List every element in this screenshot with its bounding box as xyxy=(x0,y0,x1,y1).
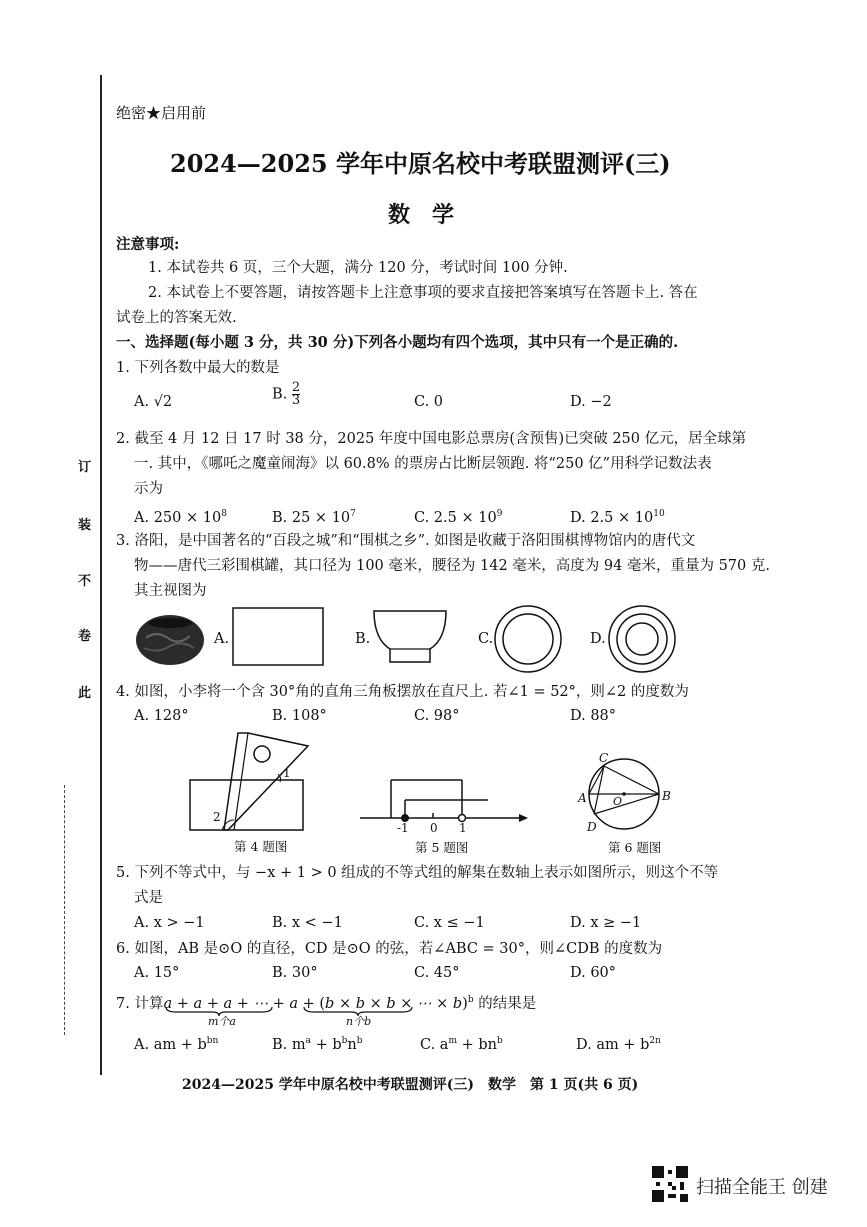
q2-line-3: 示为 xyxy=(134,481,163,497)
q7-sum-under: m个a xyxy=(208,1015,236,1028)
q7-product: b × b × b × ⋯ × b xyxy=(325,995,463,1012)
section-1-heading: 一、选择题(每小题 3 分，共 30 分)下列各小题均有四个选项，其中只有一个是正确的. xyxy=(116,334,679,351)
q1-option-a: A. √2 xyxy=(134,394,173,410)
fig6-label-b: B xyxy=(662,789,671,803)
q4-option-d: D. 88° xyxy=(570,708,617,724)
q2-d-text: D. 2.5 × 10 xyxy=(570,509,654,526)
scanner-watermark: 扫描全能王 创建 xyxy=(696,1177,828,1198)
fig4-label-2: 2 xyxy=(213,810,221,824)
q7-option-d xyxy=(576,1032,661,1054)
exam-title: 2024—2025 学年中原名校中考联盟测评(三) xyxy=(170,149,671,178)
fig5-tick-0: 0 xyxy=(430,821,438,835)
confidential-label: 绝密★启用前 xyxy=(116,104,207,122)
q7-option-c xyxy=(420,1032,503,1054)
q6-option-a: A. 15° xyxy=(134,965,180,981)
q2-line-1: 2. 截至 4 月 12 日 17 时 38 分，2025 年度中国电影总票房(含预售)已突破 250 亿元，居全球第 xyxy=(116,431,747,447)
q7-c-text: C. a xyxy=(420,1036,449,1053)
q4-stem: 4. 如图，小李将一个含 30°角的直角三角板摆放在直尺上. 若∠1 = 52°，则∠2 的度数为 xyxy=(116,684,689,700)
fig5-caption: 第 5 题图 xyxy=(415,840,469,855)
q7-b-text: B. m xyxy=(272,1036,306,1053)
q7-b-mid: + b xyxy=(311,1036,342,1053)
fig4-ruler-triangle xyxy=(186,730,311,835)
q3-option-d: D. xyxy=(590,631,606,647)
q1-fraction-num: 2 xyxy=(291,380,301,395)
side-glyph-5: 此 xyxy=(78,686,92,701)
q2-option-a xyxy=(134,505,227,527)
q7-c-exp2: b xyxy=(497,1036,503,1046)
q7-b-end: n xyxy=(347,1036,357,1053)
fig5-tick-1: 1 xyxy=(459,821,467,835)
subject-title: 数 学 xyxy=(388,202,455,228)
q7-stem-pre: 7. 计算 xyxy=(116,995,164,1012)
q1-option-c: C. 0 xyxy=(414,394,444,410)
side-glyph-1: 订 xyxy=(78,460,92,475)
q7-c-mid: + bn xyxy=(457,1036,497,1053)
q2-option-c xyxy=(414,505,502,527)
q3-two-circles-view xyxy=(492,603,564,675)
q2-option-d xyxy=(570,505,665,527)
q2-a-exp: 8 xyxy=(221,509,227,519)
q7-option-b xyxy=(272,1032,363,1054)
q2-option-b xyxy=(272,505,356,527)
note-2: 2. 本试卷上不要答题，请按答题卡上注意事项的要求直接把答案填写在答题卡上. 答在 xyxy=(148,285,698,301)
q6-option-b: B. 30° xyxy=(272,965,318,981)
q1-fraction xyxy=(292,382,300,407)
q4-option-c: C. 98° xyxy=(414,708,460,724)
page-footer: 2024—2025 学年中原名校中考联盟测评(三) 数学 第 1 页(共 6 页) xyxy=(182,1077,639,1093)
q7-b-exp1: a xyxy=(305,1036,311,1046)
q7-close: ) xyxy=(462,995,468,1012)
q7-stem-post: 的结果是 xyxy=(473,995,537,1012)
q1-fraction-den: 3 xyxy=(291,393,301,408)
q6-option-d: D. 60° xyxy=(570,965,617,981)
q6-stem: 6. 如图，AB 是⊙O 的直径，CD 是⊙O 的弦，若∠ABC = 30°，则∠CDB 的度数为 xyxy=(116,941,663,957)
q1-option-d: D. −2 xyxy=(570,394,612,410)
q5-line-1: 5. 下列不等式中，与 −x + 1 > 0 组成的不等式组的解集在数轴上表示如图所示，则这个不等 xyxy=(116,865,719,881)
q5-option-d: D. x ≥ −1 xyxy=(570,915,642,931)
q2-d-exp: 10 xyxy=(653,509,665,519)
q7-b-exp3: b xyxy=(356,1036,363,1046)
q1-stem: 1. 下列各数中最大的数是 xyxy=(116,360,280,376)
q7-a-exp: bn xyxy=(206,1036,219,1046)
q3-three-circles-view xyxy=(606,603,678,675)
q7-plus: + ( xyxy=(298,995,326,1012)
q7-c-exp1: m xyxy=(448,1036,457,1046)
q1-option-b-label: B. xyxy=(272,386,288,403)
q3-bowl-view xyxy=(372,609,448,665)
qr-code-icon xyxy=(652,1166,688,1202)
q7-product-under: n个b xyxy=(346,1015,372,1028)
q7-b-exp2: b xyxy=(341,1036,348,1046)
q2-line-2: 一. 其中，《哪吒之魔童闹海》以 60.8% 的票房占比断层领跑. 将“250 亿”用科学记数法表 xyxy=(134,456,712,472)
q5-option-c: C. x ≤ −1 xyxy=(414,915,485,931)
q7-d-text: D. am + b xyxy=(576,1036,650,1053)
q7-option-a xyxy=(134,1032,218,1054)
q3-rect-view xyxy=(232,607,324,667)
binding-line xyxy=(100,75,102,1075)
fig6-caption: 第 6 题图 xyxy=(608,840,662,855)
note-1: 1. 本试卷共 6 页，三个大题，满分 120 分，考试时间 100 分钟. xyxy=(148,260,568,276)
q7-a-text: A. am + b xyxy=(134,1036,207,1053)
fig6-label-a: A xyxy=(578,791,587,805)
q2-b-exp: 7 xyxy=(350,509,356,519)
side-glyph-3: 不 xyxy=(78,574,92,589)
q4-option-b: B. 108° xyxy=(272,708,327,724)
go-jar-photo xyxy=(132,610,212,670)
q3-line-1: 3. 洛阳，是中国著名的“百段之城”和“围棋之乡”. 如图是收藏于洛阳围棋博物馆内的唐代文 xyxy=(116,533,696,549)
q3-option-b: B. xyxy=(355,631,371,647)
notes-heading: 注意事项: xyxy=(116,236,180,253)
fig6-circle-diagram xyxy=(586,752,662,832)
fig4-caption: 第 4 题图 xyxy=(234,839,288,854)
q5-line-2: 式是 xyxy=(134,890,163,906)
q2-a-text: A. 250 × 10 xyxy=(134,509,222,526)
fig6-label-c: C xyxy=(599,751,609,765)
cut-dashed-line xyxy=(64,785,65,1035)
q2-b-text: B. 25 × 10 xyxy=(272,509,351,526)
q3-line-3: 其主视图为 xyxy=(134,583,207,599)
fig5-number-line xyxy=(358,770,530,830)
q3-option-c: C. xyxy=(478,631,494,647)
q3-line-2: 物——唐代三彩围棋罐，其口径为 100 毫米，腰径为 142 毫米，高度为 94 毫米，重量为 570 克. xyxy=(134,558,770,574)
q2-c-exp: 9 xyxy=(496,509,503,519)
note-2-cont: 试卷上的答案无效. xyxy=(116,310,237,326)
fig4-label-1: 1 xyxy=(283,766,291,780)
fig5-tick-neg1: -1 xyxy=(397,821,409,835)
q2-c-text: C. 2.5 × 10 xyxy=(414,509,497,526)
q5-option-b: B. x < −1 xyxy=(272,915,343,931)
q7-close-exp: b xyxy=(467,995,474,1005)
q4-option-a: A. 128° xyxy=(134,708,189,724)
fig6-label-d: D xyxy=(587,820,597,834)
side-glyph-4: 卷 xyxy=(78,629,92,644)
q3-option-a: A. xyxy=(214,631,230,647)
q7-d-exp: 2n xyxy=(649,1036,661,1046)
q5-option-a: A. x > −1 xyxy=(134,915,205,931)
side-glyph-2: 装 xyxy=(78,518,92,533)
q1-option-b xyxy=(272,382,300,407)
q7-sum: a + a + a + ⋯ + a xyxy=(163,995,299,1012)
q6-option-c: C. 45° xyxy=(414,965,460,981)
fig6-label-o: O xyxy=(613,795,623,808)
